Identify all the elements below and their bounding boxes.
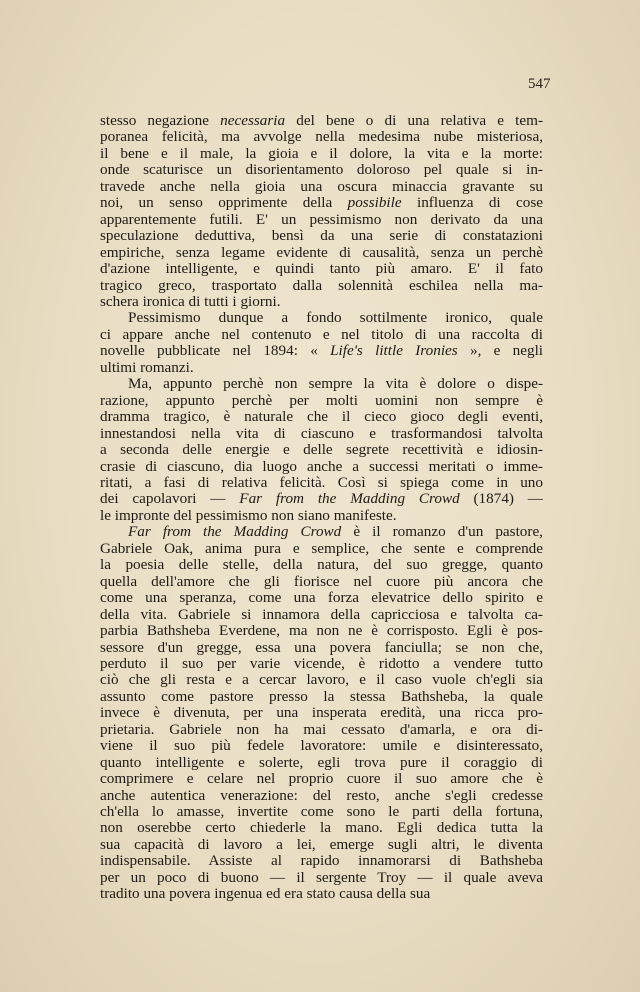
text-line: dramma tragico, è naturale che il cieco gioco degli eventi,	[100, 408, 543, 426]
text-line: invece è divenuta, per una insperata eredità, una ricca pro-	[100, 704, 543, 722]
text-line: Ma, appunto perchè non sempre la vita è dolore o dispe-	[128, 375, 543, 393]
text-line: stesso negazione necessaria del bene o di una relativa e tem-	[100, 112, 544, 129]
text-line: poranea felicità, ma avvolge nella medesima nube misteriosa,	[100, 128, 543, 146]
text-line: per un poco di buono — il sergente Troy — il quale aveva	[100, 868, 543, 886]
text-line: novelle pubblicate nel 1894: « Life's little Ironies », e negli	[100, 342, 544, 360]
text-line: innestandosi nella vita di ciascuno e trasformandosi talvolta	[100, 424, 543, 442]
text-line: perduto il suo per varie vicende, è ridotto a vendere tutto	[100, 654, 543, 672]
text-line: quella dell'amore che gli fiorisce nel cuore più ancora che	[100, 572, 543, 590]
text-line: ciò che gli resta e a cercar lavoro, e il caso vuole ch'egli sia	[100, 671, 543, 689]
text-line: crasie di ciascuno, dia luogo anche a successi meritati o imme-	[100, 457, 543, 475]
text-line: ci appare anche nel contenuto e nel titolo di una raccolta di	[100, 325, 543, 343]
italic-title: Far from the Madding Crowd	[239, 490, 460, 508]
text-line: le impronte del pessimismo non siano manifeste.	[100, 506, 397, 524]
paragraph	[100, 376, 543, 524]
text-line: Far from the Madding Crowd è il romanzo d'un pastore,	[128, 523, 543, 541]
text-line: anche autentica venerazione: del resto, anche s'egli credesse	[100, 786, 543, 804]
text-line: Gabriele Oak, anima pura e semplice, che sente e comprende	[100, 539, 543, 557]
text-line: Pessimismo dunque a fondo sottilmente ironico, quale	[128, 309, 543, 327]
text-line: ch'ella lo amasse, invertite come sono le parti della fortuna,	[100, 803, 543, 821]
text-line: il bene e il male, la gioia e il dolore, la vita e la morte:	[100, 144, 543, 162]
text-line: parbia Bathsheba Everdene, ma non ne è corrisposto. Egli è pos-	[100, 622, 543, 640]
text-line: prietaria. Gabriele non ha mai cessato d'amarla, e ora di-	[100, 720, 543, 738]
text-line: tradito una povera ingenua ed era stato causa della sua	[100, 885, 431, 903]
text-line: d'azione intelligente, e quindi tanto più amaro. E' il fato	[100, 260, 543, 278]
italic-title: Far from the Madding Crowd	[128, 523, 342, 541]
text-line: a seconda delle energie e delle segrete recettività e idiosin-	[100, 441, 543, 459]
italic-title: possibile	[347, 194, 402, 212]
paragraph	[100, 113, 543, 310]
text-line: travede anche nella gioia una oscura minaccia gravante su	[100, 177, 543, 195]
text-line: non oserebbe certo chiederle la mano. Egli dedica tutta la	[100, 819, 543, 837]
text-line: assunto come pastore presso la stessa Bathsheba, la quale	[100, 687, 543, 705]
text-line: sua capacità di lavoro a lei, emerge sugli altri, le diventa	[100, 835, 543, 853]
text-line: razione, appunto perchè per molti uomini non sempre è	[100, 391, 543, 409]
text-line: sessore d'un gregge, essa una povera fanciulla; se non che,	[100, 638, 543, 656]
text-line: speculazione deduttiva, bensì da una serie di constatazioni	[100, 227, 543, 245]
text-line: come una speranza, come una forza elevatrice dello spirito e	[100, 589, 543, 607]
page-number: 547	[528, 76, 551, 92]
text-line: indispensabile. Assiste al rapido innamorarsi di Bathsheba	[100, 852, 543, 870]
text-line: onde scaturisce un disorientamento doloroso pel quale si in-	[100, 161, 543, 179]
italic-title: necessaria	[220, 112, 286, 129]
text-line: dei capolavori — Far from the Madding Crowd (1874) —	[100, 490, 543, 508]
text-line: ritati, a fasi di relativa felicità. Così si spiega come in uno	[100, 473, 543, 491]
text-line: schera ironica di tutti i giorni.	[100, 292, 281, 310]
text-line: la poesia delle stelle, della natura, del suo gregge, quanto	[100, 556, 543, 574]
text-line: della vita. Gabriele si innamora della capricciosa e talvolta ca-	[100, 605, 543, 623]
text-line: apparentemente futili. E' un pessimismo non derivato da una	[100, 210, 543, 228]
paragraph	[100, 524, 543, 902]
text-line: ultimi romanzi.	[100, 358, 194, 376]
text-line: empiriche, senza legame evidente di causalità, senza un perchè	[100, 243, 543, 261]
text-line: tragico greco, trasportato dalla solennità eschilea nella ma-	[100, 276, 543, 294]
text-line: quanto intelligente e solerte, egli trova pure il coraggio di	[100, 753, 543, 771]
text-line: viene il suo più fedele lavoratore: umile e disinteressato,	[100, 737, 543, 755]
paragraph	[100, 310, 543, 376]
text-line: comprimere e celare nel proprio cuore il suo amore che è	[100, 770, 543, 788]
italic-title: Life's little Ironies	[330, 342, 458, 360]
body-text	[100, 113, 543, 903]
text-line: noi, un senso opprimente della possibile influenza di cose	[100, 194, 543, 212]
